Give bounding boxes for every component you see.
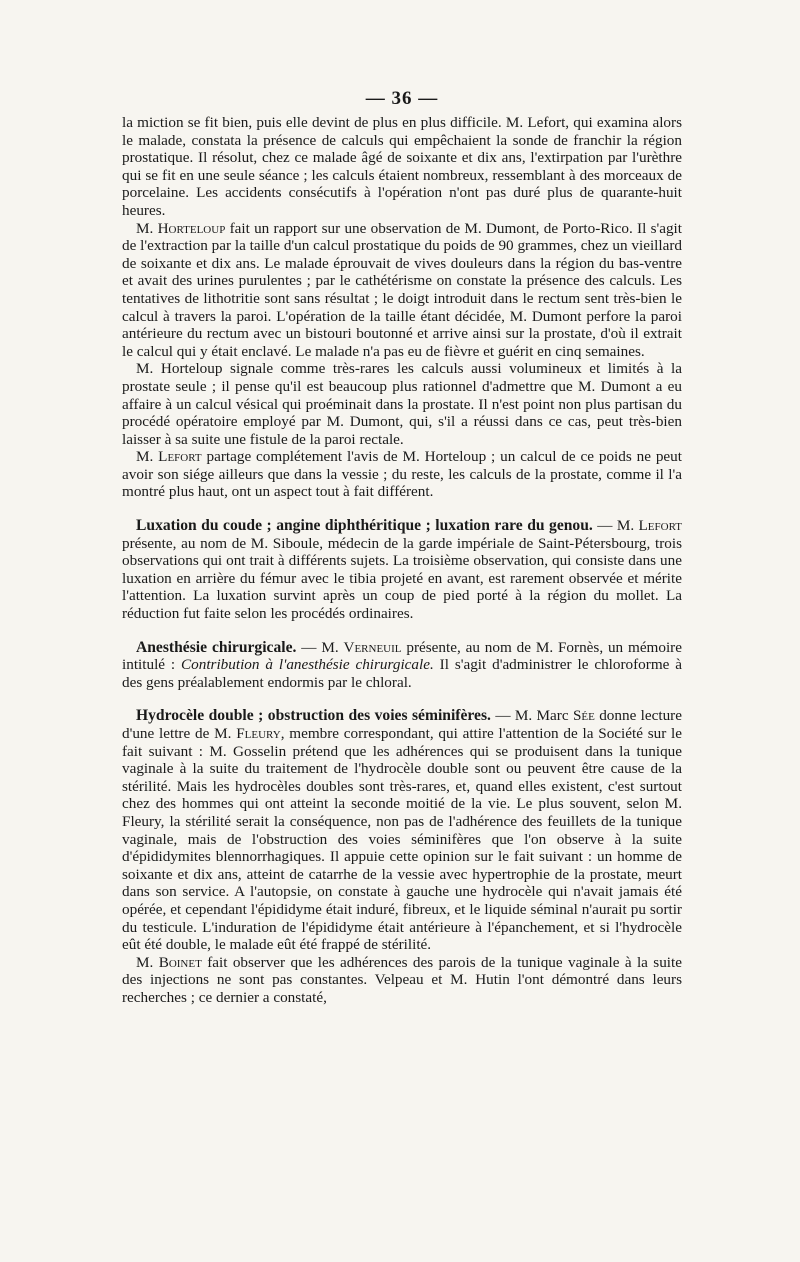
spacer xyxy=(122,501,682,517)
paragraph-text: présente, au nom de M. Siboule, médecin de la garde impériale de Saint-Pétersbourg, trois observations qui ont trait à différents sujets. La troisième observation, qui consiste dans une luxation en arrière du fémur avec le tibia projeté en avant, est rarement observée et mérite l'attention. La luxation survint après un coup de pied porté à la région du mollet. La réduction fut faite selon les procédés ordinaires. xyxy=(122,534,682,623)
paragraph-horteloup-signale xyxy=(122,360,682,448)
paragraph-prefix: M. xyxy=(136,448,159,466)
paragraph-text: donne lecture d'une lettre de M. xyxy=(122,707,682,742)
paragraph-prefix: — M. xyxy=(592,517,639,535)
section-heading: Luxation du coude ; angine diphthéritique ; luxation rare du genou. xyxy=(136,517,593,535)
paragraph-boinet xyxy=(122,954,682,1007)
paragraph-text: M. Horteloup signale comme très-rares les calculs aussi volumineux et limités à la prostate seule ; il pense qu'il est beaucoup plus rationnel d'admettre que M. Dumont a eu affaire à un calcul vésical qui proéminait dans la prostate. Il n'est point non plus partisan du procédé opératoire employé par M. Dumont, qui, s'il a réussi dans ce cas, peut très-bien laisser à sa suite une fistule de la paroi rectale. xyxy=(122,360,682,448)
paragraph-prefix: — M. xyxy=(296,638,344,656)
author-name: Lefort xyxy=(638,517,682,535)
author-name: Lefort xyxy=(158,448,202,466)
spacer xyxy=(122,691,682,707)
paragraph-prefix: — M. Marc xyxy=(490,707,573,725)
paragraph-text: fait un rapport sur une observation de M. Dumont, de Porto-Rico. Il s'agit de l'extraction par la taille d'un calcul prostatique du poids de 90 grammes, chez un vieillard de soixante et dix ans. Le malade éprouvait de vives douleurs dans la région du bas-ventre et avait des urines purulentes ; par le cathétérisme on constate la présence des calculs. Les tentatives de lithotritie sont sans résultat ; le doigt introduit dans le rectum sent très-bien le calcul à travers la paroi. L'opération de la taille étant décidée, M. Dumont perfore la paroi antérieure du rectum avec un bistouri boutonné et arrive ainsi sur la prostate, d'où il extrait le calcul qui y était enclavé. Le malade n'a pas eu de fièvre et guérit en cinq semaines. xyxy=(122,219,682,360)
section-heading: Anesthésie chirurgicale. xyxy=(136,638,297,656)
section-anesthesie xyxy=(122,639,682,692)
section-luxation xyxy=(122,517,682,623)
page-number: — 36 — xyxy=(365,88,439,109)
document-page xyxy=(122,88,682,1007)
paragraph-lefort-calculs xyxy=(122,114,682,220)
paragraph-text: partage complétement l'avis de M. Horteloup ; un calcul de ce poids ne peut avoir son siége ailleurs que dans la vessie ; du reste, les calculs de la prostate, comme il l'a montré plus haut, ont un aspect tout à fait différent. xyxy=(122,448,682,501)
section-heading: Hydrocèle double ; obstruction des voies séminifères. xyxy=(136,707,491,725)
author-name: Sée xyxy=(572,707,595,725)
paragraph-text: la miction se fit bien, puis elle devint de plus en plus difficile. M. Lefort, qui examina alors le malade, constata la présence de calculs qui empêchaient la sonde de franchir la région prostatique. Il résolut, chez ce malade âgé de soixante et dix ans, l'extirpation par l'urèthre qui se fit en une seule séance ; les calculs étaient nombreux, ressemblant à des morceaux de porcelaine. Les accidents consécutifs à l'opération n'ont pas duré plus de quarante-huit heures. xyxy=(122,114,682,219)
paragraph-lefort-avis xyxy=(122,448,682,501)
author-name: Boinet xyxy=(158,953,202,971)
author-name: Horteloup xyxy=(157,219,226,237)
paragraph-text: , membre correspondant, qui attire l'attention de la Société sur le fait suivant : M. Gosselin prétend que les adhérences qui se produisent dans la tunique vaginale à la suite du traitement de l'hydrocèle double sont ou peuvent être cause de la stérilité. Mais les hydrocèles doubles sont très-rares, et, quand elles existent, c'est surtout chez des hommes qui ont atteint la seconde moitié de la vie. Le plus souvent, selon M. Fleury, la stérilité serait la conséquence, non pas de l'adhérence des feuillets de la tunique vaginale, mais de l'obstruction des voies séminifères que l'on observe à la suite d'épididymites blennorrhagiques. Il appuie cette opinion sur le fait suivant : un homme de soixante et dix ans, atteint de catarrhe de la vessie avec hypertrophie de la prostate, meurt dans son service. A l'autopsie, on constate à gauche une hydrocèle qui n'avait jamais été opérée, et cependant l'épididyme était induré, fibreux, et le liquide séminal n'aurait pu sortir du testicule. L'induration de l'épididyme était antérieure à l'épanchement, et si l'hydrocèle eût été double, le malade eût été frappé de stérilité. xyxy=(122,725,683,954)
author-name: Fleury xyxy=(236,725,281,742)
paragraph-text: présente, au nom de M. Fornès, un mémoire intitulé : xyxy=(122,638,682,674)
memoir-title: Contribution à l'anesthésie chirurgicale. xyxy=(181,656,434,674)
spacer xyxy=(122,623,682,639)
paragraph-horteloup-rapport xyxy=(122,220,682,361)
author-name: Verneuil xyxy=(343,638,402,656)
paragraph-prefix: M. xyxy=(136,953,159,971)
section-hydrocele xyxy=(122,707,682,953)
paragraph-prefix: M. xyxy=(136,219,158,237)
paragraph-text: fait observer que les adhérences des parois de la tunique vaginale à la suite des injections ne sont pas constantes. Velpeau et M. Hutin l'ont démontré dans leurs recherches ; ce dernier a constaté, xyxy=(122,953,682,1006)
paragraph-text: Il s'agit d'administrer le chloroforme à des gens préalablement endormis par le chloral. xyxy=(122,656,683,691)
